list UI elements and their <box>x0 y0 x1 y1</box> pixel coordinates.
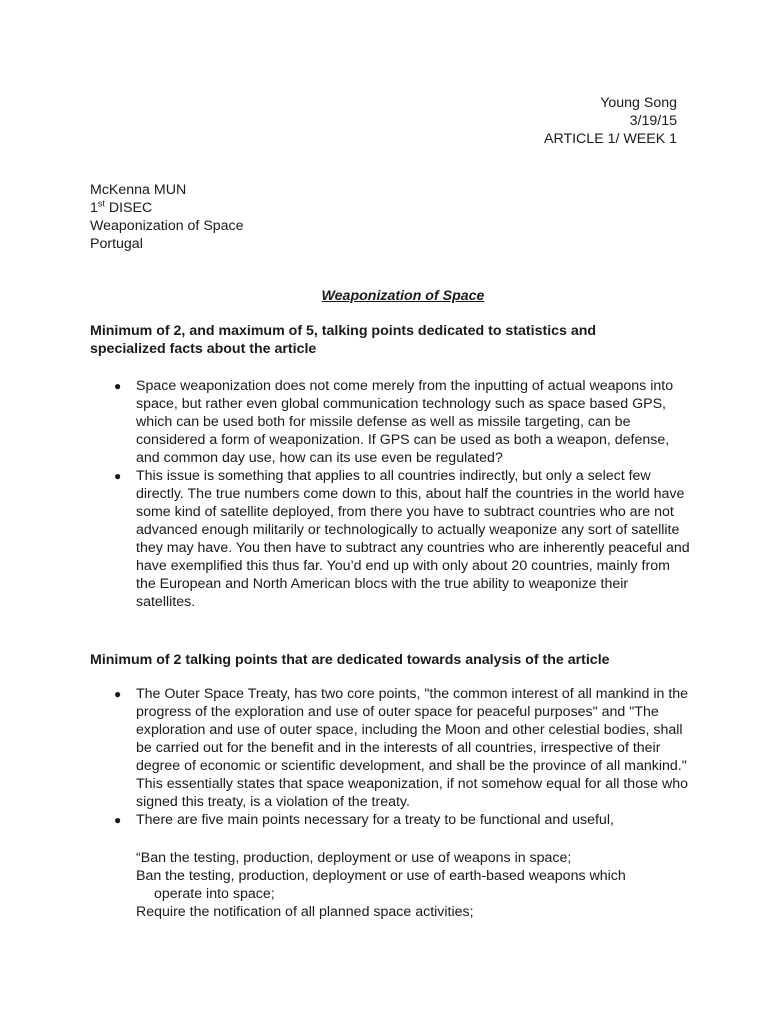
list-item <box>90 467 690 611</box>
document-date: 3/19/15 <box>629 113 677 129</box>
list-item <box>90 377 690 467</box>
treaty-point-line: “Ban the testing, production, deployment or use of weapons in space; <box>136 850 572 866</box>
committee-ordinal: st <box>97 198 105 209</box>
treaty-point-line: Ban the testing, production, deployment or use of earth-based weapons which <box>136 868 626 884</box>
list-item-text: The Outer Space Treaty, has two core points, "the common interest of all mankind in the progress of the exploration and use of outer space for peaceful purposes" and "The exploration and use of outer space, including the Moon and other celestial bodies, shall be carried out for the benefit and in the interests of all countries, irrespective of their degree of economic or scientific development, and shall be the province of all mankind." This essentially states that space weaponization, if not somehow equal for all those who signed this treaty, is a violation of the treaty. <box>136 686 689 810</box>
author-name: Young Song <box>600 95 677 111</box>
list-item <box>90 685 690 811</box>
list-item-text: This issue is something that applies to all countries indirectly, but only a select few directly. The true numbers come down to this, about half the countries in the world have some kind of satellite deployed, from there you have to subtract countries who are not advanced enough militarily or technologically to actually weaponize any sort of satellite they may have. You then have to subtract any countries who are inherently peaceful and have exemplified this thus far. You’d end up with only about 20 countries, mainly from the European and North American blocs with the true ability to weaponize their satellites. <box>136 468 690 610</box>
treaty-point-line: operate into space; <box>154 886 275 902</box>
list-item-text: Space weaponization does not come merely from the inputting of actual weapons into space, but rather even global communication technology such as space based GPS, which can be used both for missile defense as well as missile targeting, can be considered a form of weaponization. If GPS can be used as both a weapon, defense, and common day use, how can its use even be regulated? <box>136 378 674 466</box>
committee-label: DISEC <box>104 200 153 216</box>
treaty-point-line: Require the notification of all planned space activities; <box>136 904 474 920</box>
document-header-info <box>544 94 677 148</box>
article-label: ARTICLE 1/ WEEK 1 <box>544 131 677 147</box>
list-item <box>90 811 690 829</box>
section-heading-analysis: Minimum of 2 talking points that are dedicated towards analysis of the article <box>90 652 610 668</box>
bullet-icon: ● <box>114 469 122 483</box>
committee-info <box>90 181 244 253</box>
country-name: Portugal <box>90 236 143 252</box>
topic-name: Weaponization of Space <box>90 218 244 234</box>
document-title: Weaponization of Space <box>321 288 485 304</box>
bullet-icon: ● <box>114 379 122 393</box>
bullet-icon: ● <box>114 813 122 827</box>
list-item-text: There are five main points necessary for a treaty to be functional and useful, <box>136 812 614 828</box>
analysis-bullet-list <box>90 685 690 829</box>
committee-number: 1 <box>90 200 98 216</box>
bullet-icon: ● <box>114 687 122 701</box>
statistics-bullet-list <box>90 377 690 611</box>
section-heading-statistics: Minimum of 2, and maximum of 5, talking points dedicated to statistics and specialized facts about the article <box>90 323 597 357</box>
school-name: McKenna MUN <box>90 182 187 198</box>
committee-name <box>90 199 244 217</box>
